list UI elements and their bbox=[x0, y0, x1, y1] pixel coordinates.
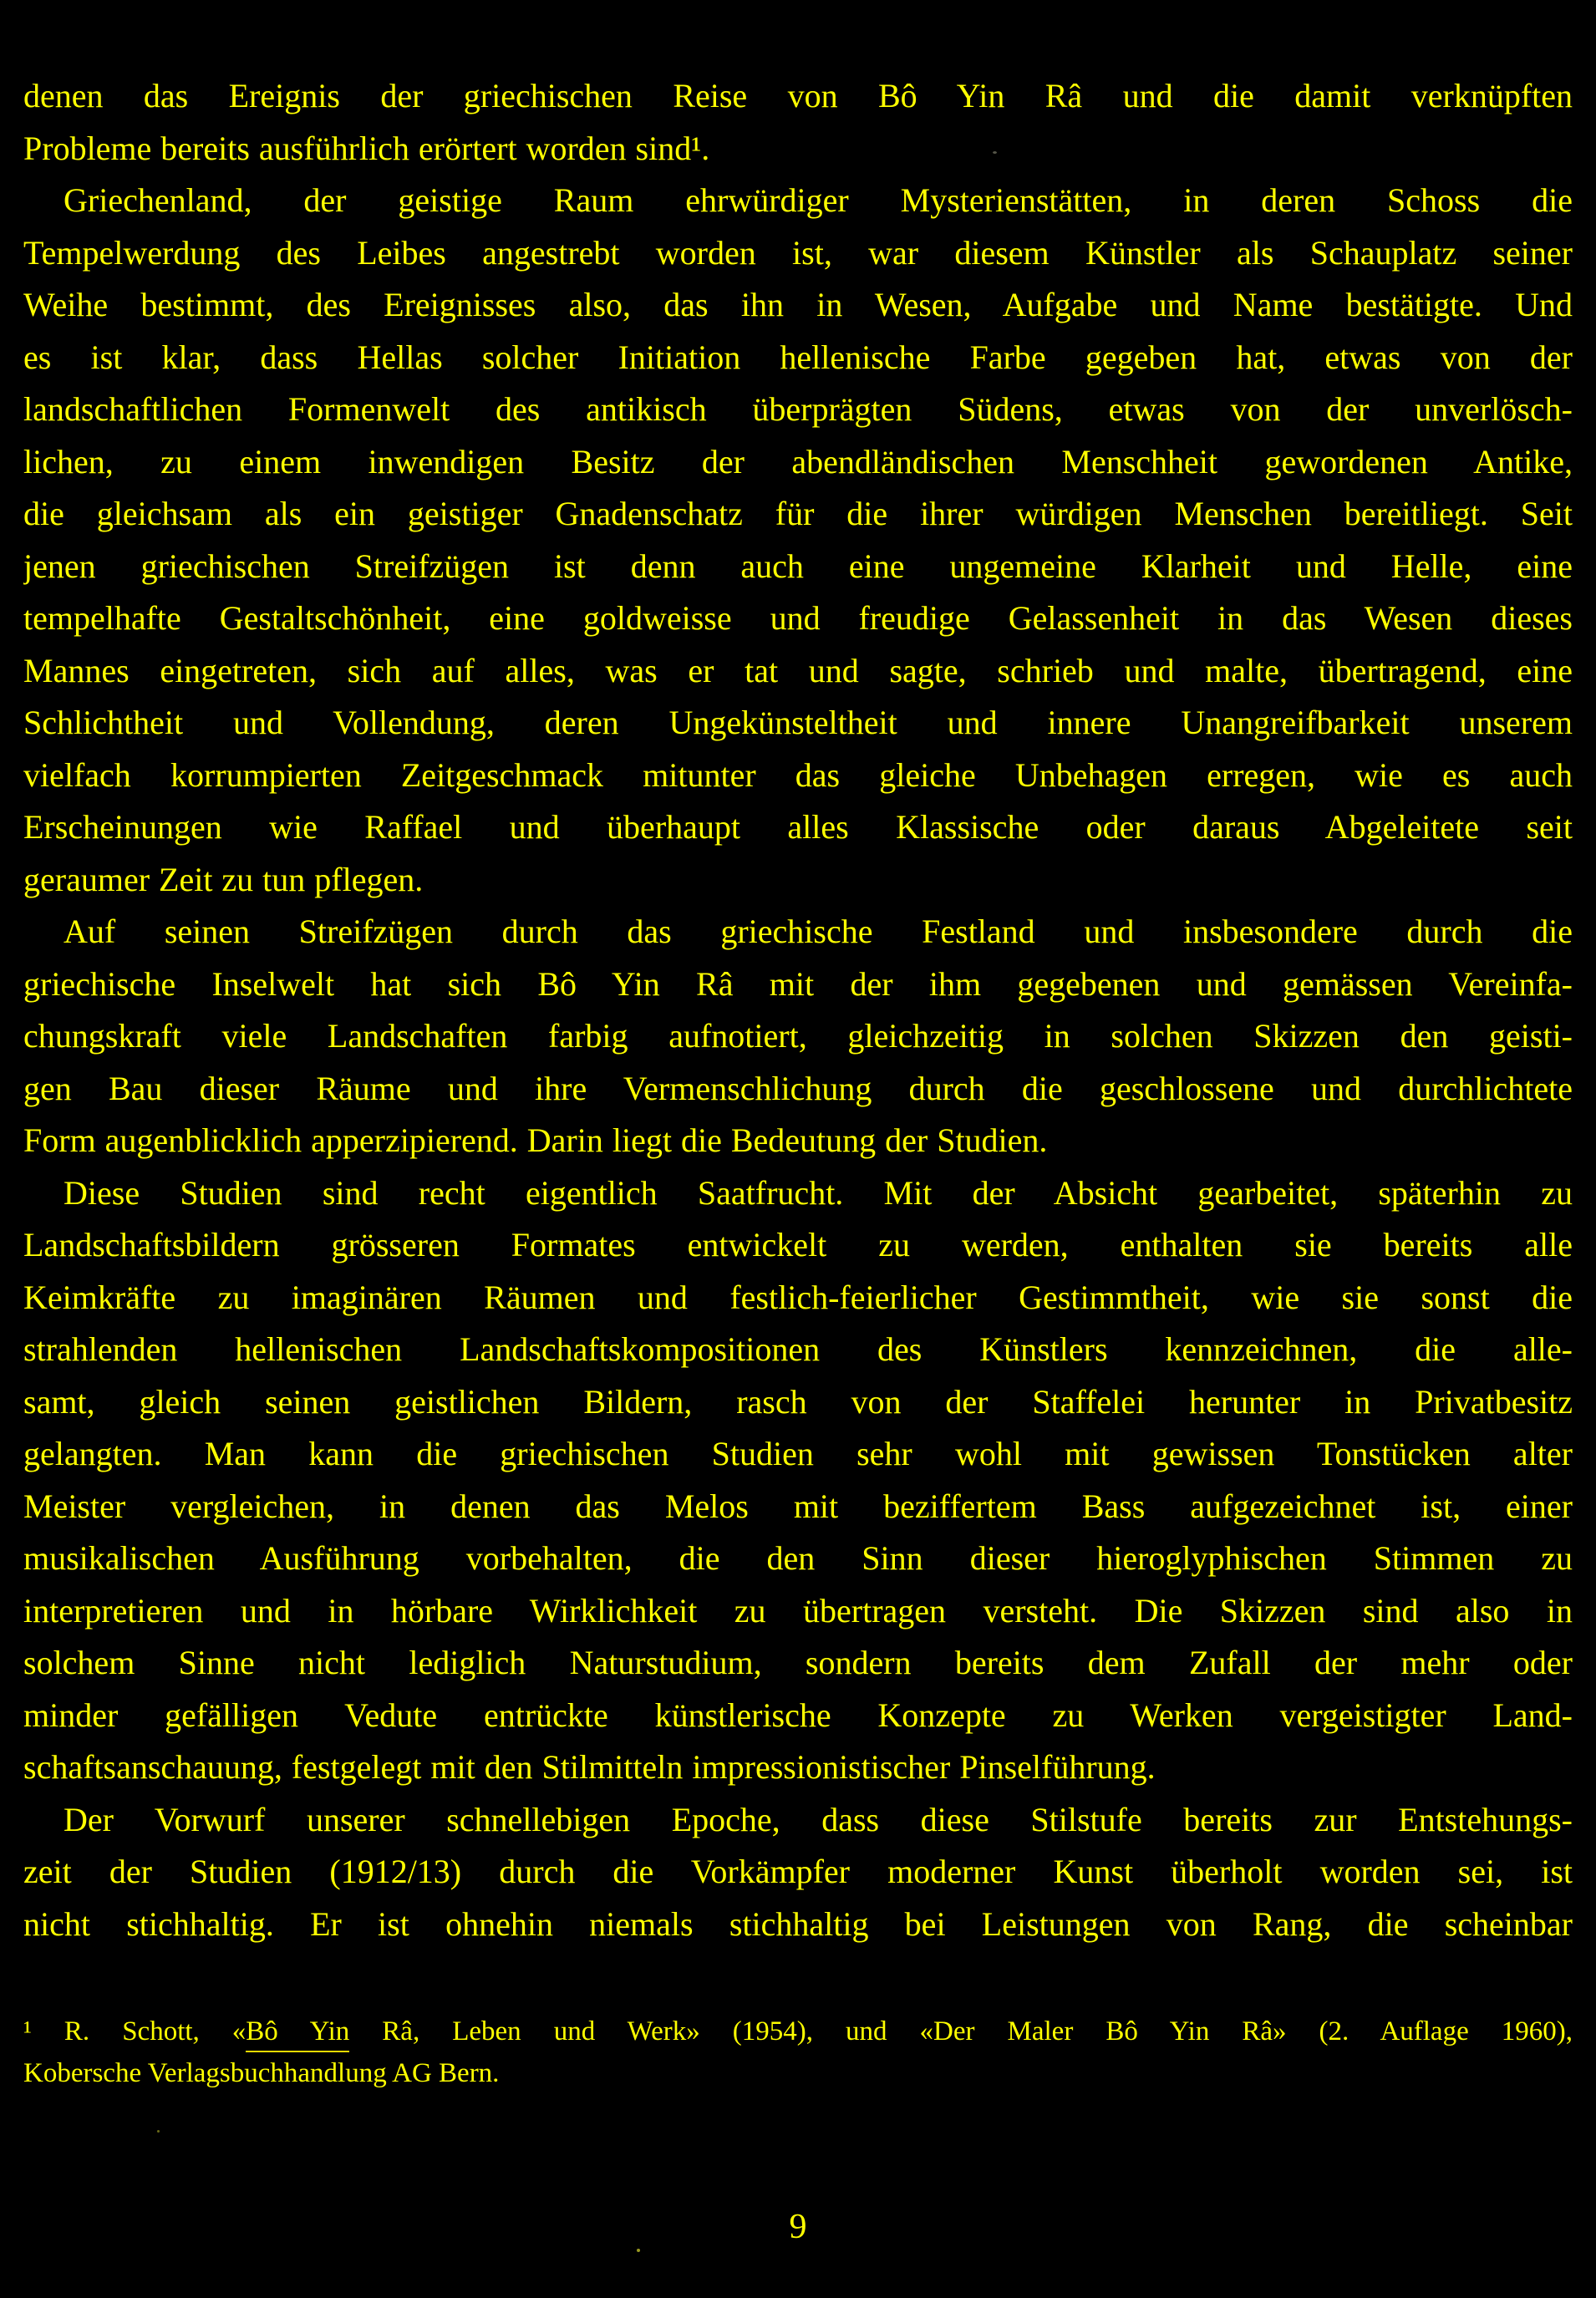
text-line: Form augenblicklich apperzipierend. Darin liegt die Bedeutung der Studien. bbox=[23, 1121, 1048, 1159]
text-line: Griechenland, der geistige Raum ehrwürdiger Mysterienstätten, in deren Schoss die bbox=[64, 181, 1573, 219]
text-line: schaftsanschauung, festgelegt mit den Stilmitteln impressionistischer Pinselführung. bbox=[23, 1748, 1156, 1786]
text-line: Probleme bereits ausführlich erörtert worden sind¹. bbox=[23, 129, 710, 167]
footnote-text: Kobersche Verlagsbuchhandlung AG Bern. bbox=[23, 2058, 500, 2088]
text-line: gen Bau dieser Räume und ihre Vermenschlichung durch die geschlossene und durchlichtete bbox=[23, 1069, 1573, 1107]
text-line: solchem Sinne nicht lediglich Naturstudium, sondern bereits dem Zufall der mehr oder bbox=[23, 1644, 1573, 1681]
footnote-line bbox=[23, 2052, 1573, 2094]
text-line: Auf seinen Streifzügen durch das griechische Festland und insbesondere durch die bbox=[64, 913, 1573, 950]
scan-speck bbox=[637, 2249, 640, 2252]
text-line: Der Vorwurf unserer schnellebigen Epoche, dass diese Stilstufe bereits zur Entstehungs- bbox=[64, 1800, 1573, 1838]
text-line: Tempelwerdung des Leibes angestrebt worden ist, war diesem Künstler als Schauplatz seiner bbox=[23, 233, 1573, 272]
footnote bbox=[23, 2011, 1573, 2094]
text-line: Weihe bestimmt, des Ereignisses also, das ihn in Wesen, Aufgabe und Name bestätigte. Und bbox=[23, 286, 1573, 323]
text-line: Meister vergleichen, in denen das Melos mit beziffertem Bass aufgezeichnet ist, einer bbox=[23, 1487, 1573, 1525]
text-line: samt, gleich seinen geistlichen Bildern, rasch von der Staffelei herunter in Privatbesitz bbox=[23, 1382, 1573, 1421]
page-number: 9 bbox=[789, 2208, 807, 2246]
text-line: Schlichtheit und Vollendung, deren Ungekünsteltheit und innere Unangreifbarkeit unserem bbox=[23, 704, 1573, 741]
text-line: Mannes eingetreten, sich auf alles, was er tat und sagte, schrieb und malte, übertragend, eine bbox=[23, 651, 1573, 689]
text-line: landschaftlichen Formenwelt des antikisch überprägten Südens, etwas von der unverlösch- bbox=[23, 390, 1573, 428]
text-line: griechische Inselwelt hat sich Bô Yin Râ mit der ihm gegebenen und gemässen Vereinfa- bbox=[23, 964, 1573, 1003]
text-line: musikalischen Ausführung vorbehalten, die den Sinn dieser hieroglyphischen Stimmen zu bbox=[23, 1539, 1573, 1577]
footnote-text: ¹ R. Schott, « bbox=[23, 2016, 247, 2046]
text-line: minder gefälligen Vedute entrückte künstlerische Konzepte zu Werken vergeistigter Land- bbox=[23, 1696, 1573, 1734]
text-line: Erscheinungen wie Raffael und überhaupt alles Klassische oder daraus Abgeleitete seit bbox=[23, 808, 1573, 846]
text-line: denen das Ereignis der griechischen Reise von Bô Yin Râ und die damit verknüpften bbox=[23, 77, 1573, 114]
text-line: tempelhafte Gestaltschönheit, eine goldweisse und freudige Gelassenheit in das Wesen dieses bbox=[23, 599, 1573, 637]
scan-speck bbox=[993, 151, 997, 154]
main-text bbox=[23, 70, 1573, 1950]
text-line: es ist klar, dass Hellas solcher Initiation hellenische Farbe gegeben hat, etwas von der bbox=[23, 338, 1573, 376]
text-line: Diese Studien sind recht eigentlich Saatfrucht. Mit der Absicht gearbeitet, späterhin zu bbox=[64, 1173, 1573, 1212]
text-line: nicht stichhaltig. Er ist ohnehin niemals stichhaltig bei Leistungen von Rang, die scheinbar bbox=[23, 1904, 1573, 1943]
text-line: geraumer Zeit zu tun pflegen. bbox=[23, 860, 424, 898]
footnote-underlined-text: Bô Yin bbox=[246, 2016, 349, 2052]
footnote-text: Râ, Leben und Werk» (1954), und «Der Maler Bô Yin Râ» (2. Auflage 1960), bbox=[349, 2016, 1573, 2046]
text-line: Landschaftsbildern grösseren Formates entwickelt zu werden, enthalten sie bereits alle bbox=[23, 1226, 1573, 1263]
text-line: jenen griechischen Streifzügen ist denn auch eine ungemeine Klarheit und Helle, eine bbox=[23, 547, 1573, 585]
text-line: lichen, zu einem inwendigen Besitz der abendländischen Menschheit gewordenen Antike, bbox=[23, 442, 1573, 480]
text-line: zeit der Studien (1912/13) durch die Vorkämpfer moderner Kunst überholt worden sei, ist bbox=[23, 1853, 1573, 1890]
text-line: gelangten. Man kann die griechischen Studien sehr wohl mit gewissen Tonstücken alter bbox=[23, 1435, 1573, 1472]
text-line: die gleichsam als ein geistiger Gnadenschatz für die ihrer würdigen Menschen bereitliegt. Seit bbox=[23, 495, 1573, 532]
text-line: strahlenden hellenischen Landschaftskompositionen des Künstlers kennzeichnen, die alle- bbox=[23, 1330, 1573, 1368]
text-line: Keimkräfte zu imaginären Räumen und festlich-feierlicher Gestimmtheit, wie sie sonst die bbox=[23, 1278, 1573, 1316]
scan-speck bbox=[157, 2130, 160, 2133]
text-line: vielfach korrumpierten Zeitgeschmack mitunter das gleiche Unbehagen erregen, wie es auch bbox=[23, 755, 1573, 794]
footnote-line bbox=[23, 2011, 1573, 2052]
text-line: interpretieren und in hörbare Wirklichkeit zu übertragen versteht. Die Skizzen sind also in bbox=[23, 1591, 1573, 1629]
text-line: chungskraft viele Landschaften farbig aufnotiert, gleichzeitig in solchen Skizzen den geisti- bbox=[23, 1017, 1573, 1055]
